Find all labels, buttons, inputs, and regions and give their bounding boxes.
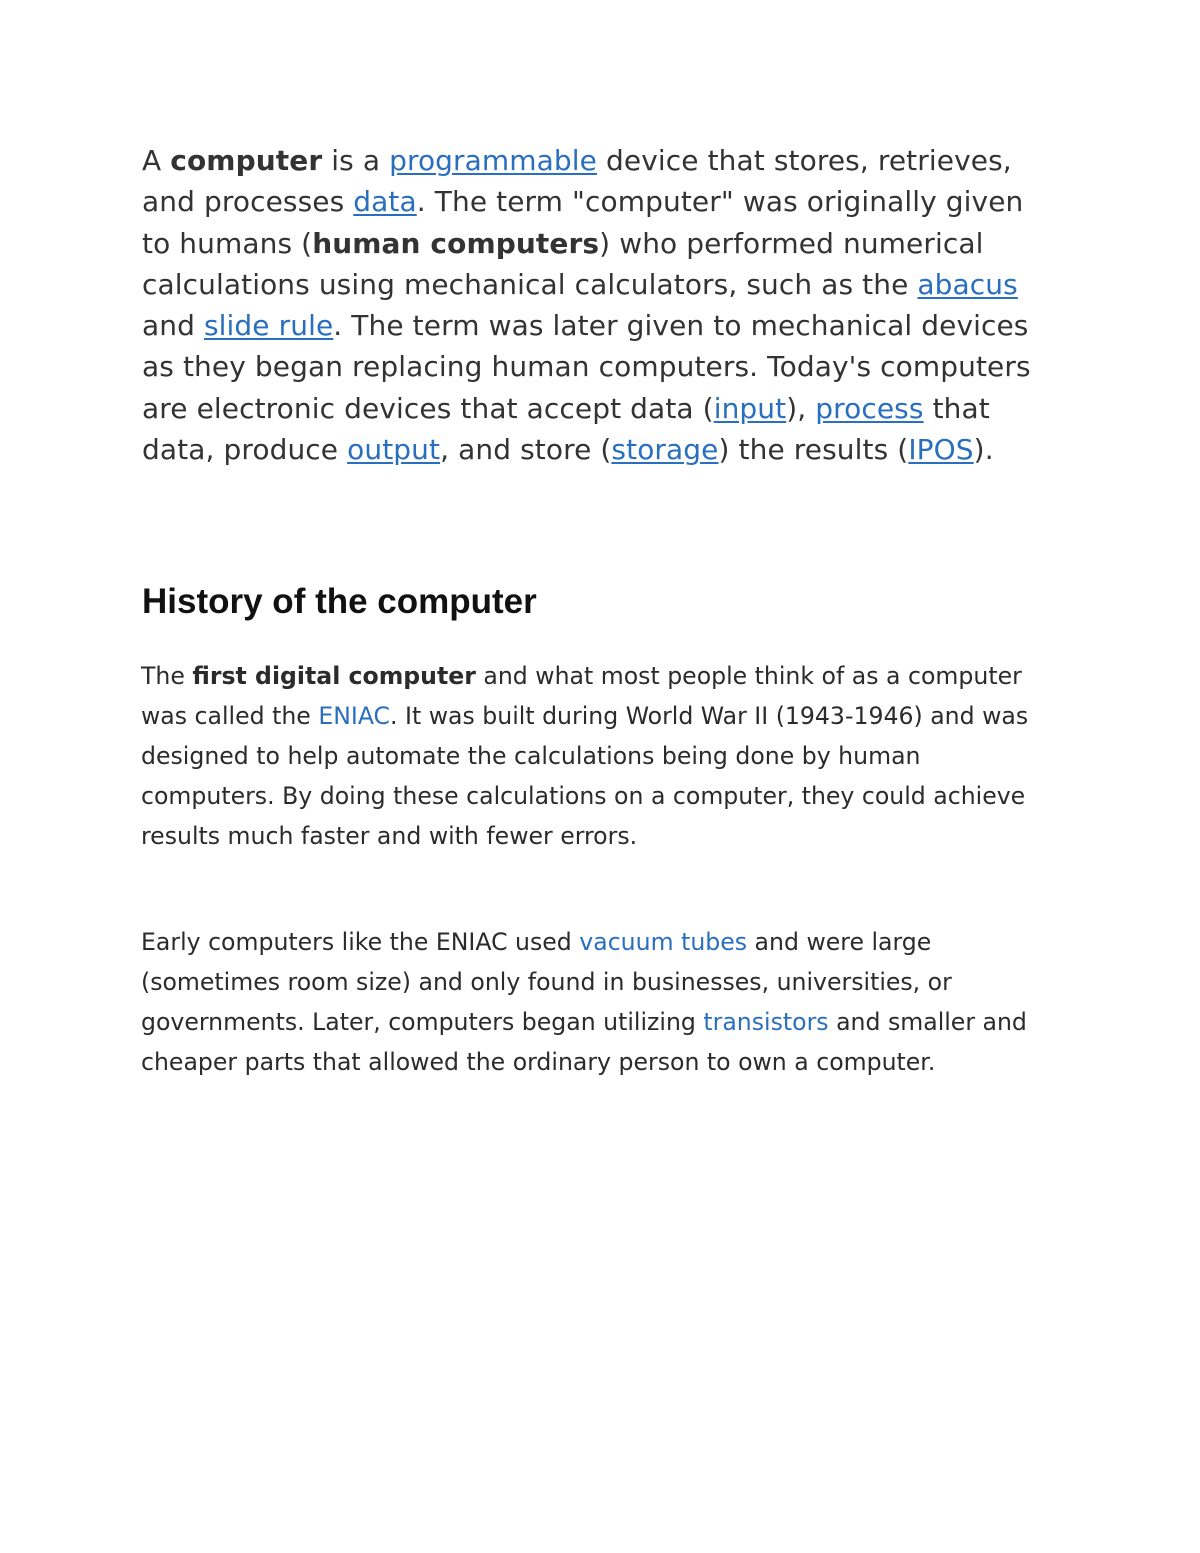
link-input[interactable]: input (713, 391, 787, 425)
link-process[interactable]: process (815, 391, 924, 425)
section-heading: History of the computer (142, 582, 537, 621)
intro-text: is a (322, 144, 390, 177)
link-abacus[interactable]: abacus (917, 267, 1018, 301)
intro-paragraph (142, 140, 1042, 470)
link-programmable[interactable]: programmable (389, 144, 598, 177)
link-ipos[interactable]: IPOS (908, 433, 974, 467)
term-first-digital-computer: first digital computer (192, 662, 476, 690)
para-text: and smaller and cheaper parts that allowed the ordinary person to own a computer. (141, 1008, 1027, 1076)
history-paragraph-2 (141, 922, 1061, 1082)
link-storage[interactable]: storage (611, 433, 719, 467)
intro-text: ), (786, 391, 816, 425)
link-transistors[interactable]: transistors (703, 1008, 829, 1036)
link-slide-rule[interactable]: slide rule (203, 309, 334, 343)
intro-text: A (142, 144, 171, 177)
intro-text: . The term "computer" was originally given to humans ( (142, 185, 1024, 260)
para-text: and were large (sometimes room size) and only found in businesses, universities, or governments. Later, computers began utilizing (141, 928, 952, 1036)
term-human-computers: human computers (312, 226, 600, 260)
para-text: The (141, 662, 193, 690)
intro-text: ) who performed numerical calculations using mechanical calculators, such as the (142, 226, 984, 301)
intro-text: ). (973, 433, 994, 467)
para-text: Early computers like the ENIAC used (141, 928, 580, 956)
intro-text: ) the results ( (718, 433, 909, 467)
link-eniac[interactable]: ENIAC (318, 702, 391, 730)
intro-text: . The term was later given to mechanical devices as they began replacing human computers. Today's computers are electronic devices that accept data ( (142, 309, 1031, 425)
intro-text: device that stores, retrieves, and processes (142, 144, 1012, 219)
link-vacuum-tubes[interactable]: vacuum tubes (579, 928, 748, 956)
para-text: and what most people think of as a computer was called the (141, 662, 1022, 730)
history-paragraph-1 (141, 656, 1061, 856)
intro-text: that data, produce (142, 391, 990, 467)
term-computer: computer (170, 144, 323, 177)
link-data[interactable]: data (353, 185, 417, 219)
intro-text: , and store ( (440, 433, 612, 467)
intro-text: and (142, 309, 204, 343)
link-output[interactable]: output (347, 433, 441, 467)
para-text: . It was built during World War II (1943-1946) and was designed to help automate the calculations being done by human computers. By doing these calculations on a computer, they could achieve results much faster and with fewer errors. (141, 702, 1029, 850)
